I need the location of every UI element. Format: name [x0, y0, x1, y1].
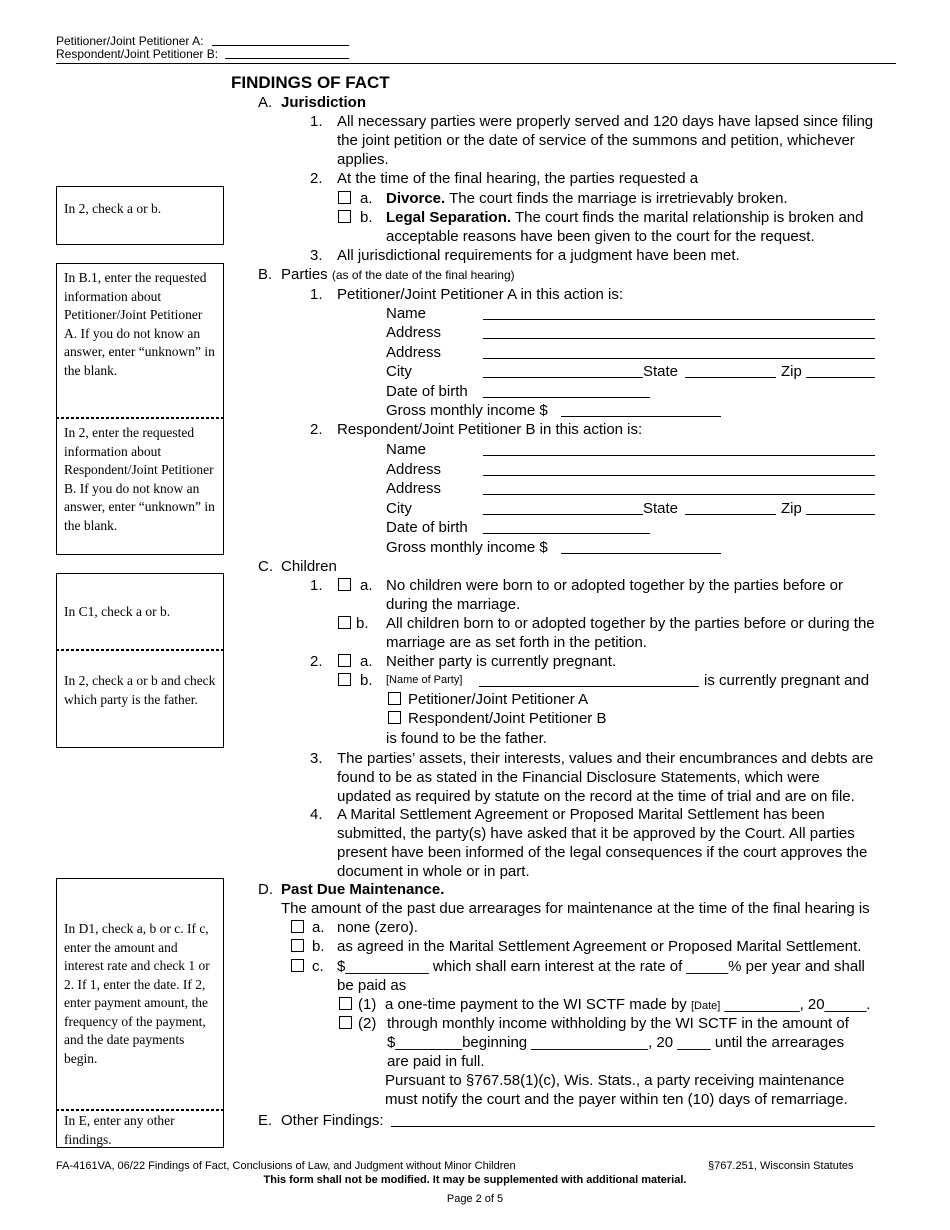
b2-dob-field[interactable] — [483, 533, 650, 534]
d-c1-text: a one-time payment to the WI SCTF made by [Date] _________, 20_____. — [385, 996, 871, 1013]
d-c-line2: be paid as — [337, 977, 407, 994]
c2b-letter: b. — [360, 672, 373, 689]
b2-state-label: State — [643, 500, 679, 517]
a3-num: 3. — [310, 247, 323, 264]
b1-income-field[interactable] — [561, 416, 721, 417]
section-a-letter: A. — [258, 94, 273, 111]
b2-address-label: Address — [386, 461, 442, 478]
b2-zip-label: Zip — [781, 500, 802, 517]
b1-address2-label: Address — [386, 344, 442, 361]
section-b-heading: Parties (as of the date of the final hearing) — [281, 266, 515, 283]
b1-address-label: Address — [386, 324, 442, 341]
d-b-letter: b. — [312, 938, 325, 955]
c2b-bracket-label: [Name of Party] — [386, 674, 463, 686]
note-a2: In 2, check a or b. — [56, 186, 224, 245]
b2-name-field[interactable] — [483, 455, 875, 456]
father-respondent-checkbox[interactable] — [388, 711, 401, 724]
b1-state-label: State — [643, 363, 679, 380]
b2-address2-label: Address — [386, 480, 442, 497]
page-number: Page 2 of 5 — [446, 1193, 504, 1205]
section-c-heading: Children — [281, 558, 337, 575]
b1-city-field[interactable] — [483, 377, 643, 378]
b2-num: 2. — [310, 421, 323, 438]
b2-name-label: Name — [386, 441, 427, 458]
c3-num: 3. — [310, 750, 323, 767]
b1-city-label: City — [386, 363, 412, 380]
father-respondent-label: Respondent/Joint Petitioner B — [408, 710, 607, 727]
c1a-line1: No children were born to or adopted together by the parties before or — [386, 577, 843, 594]
a1-num: 1. — [310, 113, 323, 130]
father-petitioner-checkbox[interactable] — [388, 692, 401, 705]
note-d1: In D1, check a, b or c. If c, enter the amount and interest rate and check 1 or 2. If 1, enter the date. If 2, enter payment amount, the frequency of the payment, and the date payments begin. — [56, 878, 224, 1110]
c1a-letter: a. — [360, 577, 373, 594]
c1a-checkbox[interactable] — [338, 578, 351, 591]
b2-address-field[interactable] — [483, 475, 875, 476]
d-a-letter: a. — [312, 919, 325, 936]
c4-line1: A Marital Settlement Agreement or Proposed Marital Settlement has been — [337, 806, 825, 823]
d-c1-num: (1) — [358, 996, 377, 1013]
a2b-letter: b. — [360, 209, 373, 226]
b1-num: 1. — [310, 286, 323, 303]
d-c2-num: (2) — [358, 1015, 377, 1032]
c2a-checkbox[interactable] — [338, 654, 351, 667]
section-e-heading: Other Findings: — [281, 1112, 384, 1129]
respondent-name-field[interactable] — [225, 58, 349, 59]
c3-line3: updated as required by statute on the record at the time of trial and are on file. — [337, 788, 855, 805]
c2a-text: Neither party is currently pregnant. — [386, 653, 617, 670]
b1-state-field[interactable] — [685, 377, 776, 378]
d-c-line1: $__________ which shall earn interest at the rate of _____% per year and shall — [337, 958, 865, 975]
c1a-line2: during the marriage. — [386, 596, 521, 613]
c1b-line2: marriage are as set forth in the petition. — [386, 634, 647, 651]
form-id: FA-4161VA, 06/22 Findings of Fact, Conclusions of Law, and Judgment without Minor Children — [56, 1160, 516, 1172]
c3-line2: found to be as stated in the Financial Disclosure Statements, which were — [337, 769, 820, 786]
note-c1: In C1, check a or b. — [56, 573, 224, 650]
b1-zip-label: Zip — [781, 363, 802, 380]
c2b-checkbox[interactable] — [338, 673, 351, 686]
b1-dob-label: Date of birth — [386, 383, 468, 400]
divorce-checkbox[interactable] — [338, 191, 351, 204]
b2-address2-field[interactable] — [483, 494, 875, 495]
d-c2-line1: through monthly income withholding by the WI SCTF in the amount of — [387, 1015, 849, 1032]
c1b-letter: b. — [356, 615, 369, 632]
a3-text: All jurisdictional requirements for a judgment have been met. — [337, 247, 740, 264]
a2b-text: Legal Separation. The court finds the marital relationship is broken and — [386, 209, 864, 226]
c2b-text: is currently pregnant and — [704, 672, 870, 689]
modification-notice: This form shall not be modified. It may be supplemented with additional material. — [263, 1174, 687, 1186]
d-pursuant-line2: must notify the court and the payer within ten (10) days of remarriage. — [385, 1091, 848, 1108]
b2-text: Respondent/Joint Petitioner B in this action is: — [337, 421, 643, 438]
a2-text: At the time of the final hearing, the parties requested a — [337, 170, 699, 187]
d-intro: The amount of the past due arrearages for maintenance at the time of the final hearing is — [281, 900, 870, 917]
b2-city-label: City — [386, 500, 412, 517]
b1-name-field[interactable] — [483, 319, 875, 320]
note-b2: In 2, enter the requested information about Respondent/Joint Petitioner B. If you do not know an answer, enter “unknown” in the blank. — [56, 418, 224, 555]
a1-line1: All necessary parties were properly served and 120 days have lapsed since filing — [337, 113, 874, 130]
section-e-letter: E. — [258, 1112, 273, 1129]
d-b-checkbox[interactable] — [291, 939, 304, 952]
father-petitioner-label: Petitioner/Joint Petitioner A — [408, 691, 589, 708]
d-c-letter: c. — [312, 958, 324, 975]
c3-line1: The parties’ assets, their interests, values and their encumbrances and debts are — [337, 750, 874, 767]
b2-income-field[interactable] — [561, 553, 721, 554]
section-b-letter: B. — [258, 266, 273, 283]
d-c1-checkbox[interactable] — [339, 997, 352, 1010]
d-c2-line2: $________beginning ______________, 20 ____ until the arrearages — [387, 1034, 845, 1051]
a2a-text: Divorce. The court finds the marriage is irretrievably broken. — [386, 190, 788, 207]
b1-dob-field[interactable] — [483, 397, 650, 398]
d-c2-checkbox[interactable] — [339, 1016, 352, 1029]
d-c2-line3: are paid in full. — [387, 1053, 485, 1070]
a1-line2: the joint petition or the date of service of the summons and petition, whichever — [337, 132, 855, 149]
b2-income-label: Gross monthly income $ — [386, 539, 548, 556]
c4-num: 4. — [310, 806, 323, 823]
section-d-letter: D. — [258, 881, 273, 898]
a2-num: 2. — [310, 170, 323, 187]
header-rule — [56, 63, 896, 64]
b2-dob-label: Date of birth — [386, 519, 468, 536]
b1-zip-field[interactable] — [806, 377, 875, 378]
page-title: FINDINGS OF FACT — [231, 73, 390, 92]
a2a-letter: a. — [360, 190, 373, 207]
c2-num: 2. — [310, 653, 323, 670]
c2b-party-field[interactable] — [479, 686, 699, 687]
note-c2: In 2, check a or b and check which party is the father. — [56, 650, 224, 748]
c2b-end: is found to be the father. — [386, 730, 547, 747]
c2a-letter: a. — [360, 653, 373, 670]
d-b-text: as agreed in the Marital Settlement Agreement or Proposed Marital Settlement. — [337, 938, 862, 955]
b2-city-field[interactable] — [483, 514, 643, 515]
respondent-label: Respondent/Joint Petitioner B: — [56, 47, 219, 61]
other-findings-field[interactable] — [391, 1126, 875, 1127]
d-a-text: none (zero). — [337, 919, 418, 936]
section-a-heading: Jurisdiction — [281, 94, 367, 111]
b2-state-field[interactable] — [685, 514, 776, 515]
section-c-letter: C. — [258, 558, 273, 575]
c1-num: 1. — [310, 577, 323, 594]
c4-line3: present have been informed of the legal consequences if the court approves the — [337, 844, 868, 861]
note-e: In E, enter any other findings. — [56, 1110, 224, 1148]
c1b-checkbox[interactable] — [338, 616, 351, 629]
note-b1: In B.1, enter the requested information about Petitioner/Joint Petitioner A. If you do not know an answer, enter “unknown” in the blank. — [56, 263, 224, 418]
d-a-checkbox[interactable] — [291, 920, 304, 933]
c4-line2: submitted, the party(s) have asked that it be approved by the Court. All parties — [337, 825, 855, 842]
b2-zip-field[interactable] — [806, 514, 875, 515]
statute-ref: §767.251, Wisconsin Statutes — [708, 1160, 854, 1172]
c4-line4: document in whole or in part. — [337, 863, 530, 880]
b1-address-field[interactable] — [483, 338, 875, 339]
a2b-line2: acceptable reasons have been given to the court for the request. — [386, 228, 815, 245]
petitioner-name-field[interactable] — [212, 45, 349, 46]
b1-name-label: Name — [386, 305, 427, 322]
b1-income-label: Gross monthly income $ — [386, 402, 548, 419]
b1-text: Petitioner/Joint Petitioner A in this action is: — [337, 286, 623, 303]
b1-address2-field[interactable] — [483, 358, 875, 359]
c1b-line1: All children born to or adopted together by the parties before or during the — [386, 615, 875, 632]
legal-separation-checkbox[interactable] — [338, 210, 351, 223]
a1-line3: applies. — [337, 151, 389, 168]
d-pursuant-line1: Pursuant to §767.58(1)(c), Wis. Stats., a party receiving maintenance — [385, 1072, 845, 1089]
petitioner-label: Petitioner/Joint Petitioner A: — [56, 34, 204, 48]
d-c-checkbox[interactable] — [291, 959, 304, 972]
section-d-heading: Past Due Maintenance. — [281, 881, 445, 898]
